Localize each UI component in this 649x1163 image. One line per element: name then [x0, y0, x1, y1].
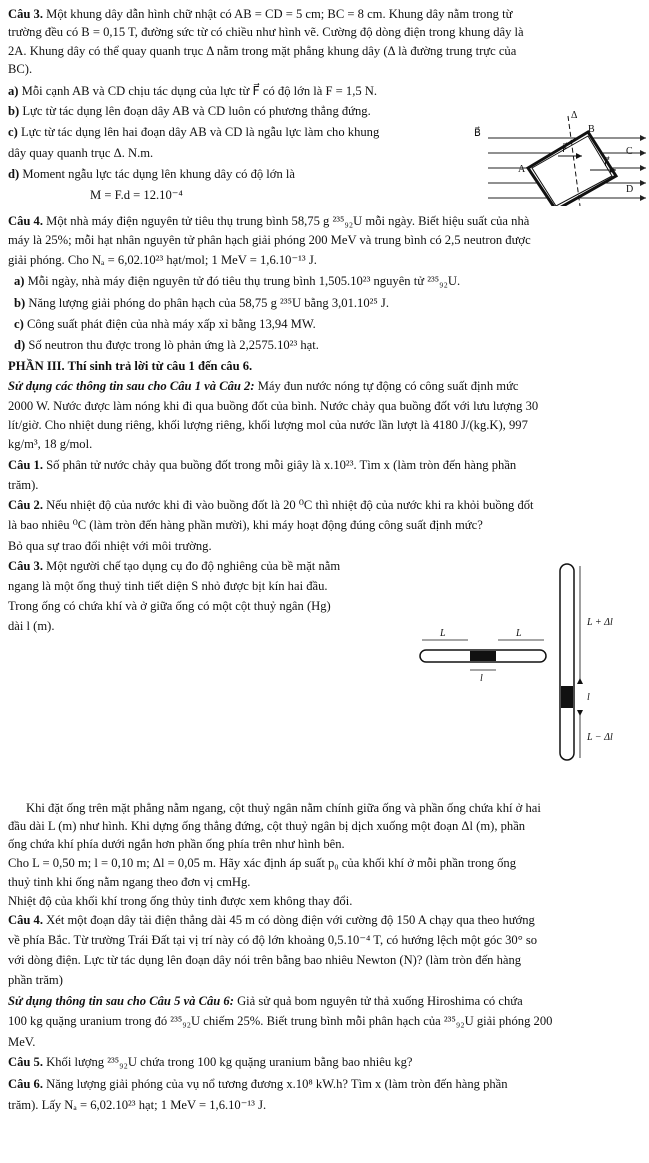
label-point-A: A [518, 164, 526, 175]
p3-q3-body-2: đầu dài L (m) như hình. Khi dựng ống thẳng đứng, cột thuỷ ngân bị dịch xuống một đoạn Δl (m), phần [8, 819, 526, 833]
p3-q3-line-3: Trong ống có chứa khí và ở giữa ống có một cột thuỷ ngân (Hg) [8, 599, 331, 613]
q4-option-b: b) Năng lượng giải phóng do phân hạch của 58,75 g ²³⁵U bằng 3,01.10²⁵ J. [14, 296, 389, 310]
p3-q3-line-4: dài l (m). [8, 619, 55, 633]
p3-intro-3: lít/giờ. Cho nhiệt dung riêng, khối lượng riêng, khối lượng mol của nước lần lượt là 4180 J/(kg.K), 997 [8, 418, 528, 432]
q3-option-c-cont: dây quay quanh trục Δ. N.m. [8, 146, 154, 160]
p3-q3-body-6: Nhiệt độ của khối khí trong ống thủy tinh được xem không thay đổi. [8, 894, 353, 908]
q4-option-d: d) Số neutron thu được trong lò phản ứng là 2,2575.10²³ hạt. [14, 338, 319, 352]
label-point-C: C [626, 146, 633, 157]
p3-q1-line-1: Câu 1. Số phân tử nước chảy qua buồng đốt trong mỗi giây là x.10²³. Tìm x (làm tròn đến hàng phần [8, 458, 517, 472]
mercury-vertical [561, 686, 573, 708]
q4-line-1: Câu 4. Một nhà máy điện nguyên tử tiêu thụ trung bình 58,75 g ²³⁵₉₂U mỗi ngày. Biết hiệu suất của nhà [8, 214, 530, 228]
vertical-tube [560, 564, 574, 760]
p3-q4-line-2: về phía Bắc. Từ trường Trái Đất tại vị trí này có độ lớn khoảng 0,5.10⁻⁴ T, có hướng lệch một góc 30° so [8, 933, 538, 947]
label-delta: Δ [571, 110, 578, 121]
label-L-minus: L − Δl [587, 732, 613, 743]
mercury-tube-figure [400, 560, 640, 770]
q4-option-a: a) Mỗi ngày, nhà máy điện nguyên tử đó tiêu thụ trung bình 1,505.10²³ nguyên tử ²³⁵₉₂U. [14, 274, 461, 288]
p3-q3-body-3: ống chứa khí phía dưới ngắn hơn phần ống phía trên như hình bên. [8, 837, 345, 851]
p3-intro-1: Sử dụng các thông tin sau cho Câu 1 và Câu 2: Máy đun nước nóng tự động có công suất định mức [8, 379, 519, 393]
p3-q3-line-2: ngang là một ống thuỷ tinh tiết diện S nhỏ được bịt kín hai đầu. [8, 579, 328, 593]
p3-intro56-2: 100 kg quặng uranium trong đó ²³⁵₉₂U chiếm 25%. Biết trung bình mỗi phân hạch của ²³⁵₉₂U giải phóng 200 [8, 1014, 553, 1028]
q3-line-1: Câu 3. Một khung dây dẫn hình chữ nhật có AB = CD = 5 cm; BC = 8 cm. Khung dây nằm trong từ [8, 7, 513, 21]
p3-q4-line-4: phần trăm) [8, 973, 63, 987]
label-l-vertical: l [587, 692, 590, 703]
label-L-plus: L + Δl [587, 617, 613, 628]
p3-intro-2: 2000 W. Nước được làm nóng khi đi qua buồng đốt của bình. Nước chảy qua buồng đốt với lưu lượng 30 [8, 399, 539, 413]
p3-q3-body-1: Khi đặt ống trên mặt phẳng nằm ngang, cột thuỷ ngân nằm chính giữa ống và phần ống chứa khí ở hai [26, 801, 541, 815]
coil-field-figure [470, 110, 648, 206]
q4-line-3: giải phóng. Cho Nₐ = 6,02.10²³ hạt/mol; 1 MeV = 1,6.10⁻¹³ J. [8, 253, 317, 267]
p3-q2-line-3: Bỏ qua sự trao đổi nhiệt với môi trường. [8, 539, 212, 553]
p3-q2-line-2: là bao nhiêu ⁰C (làm tròn đến hàng phần mười), khi máy hoạt động đúng công suất định mức? [8, 518, 483, 532]
p3-intro-4: kg/m³, 18 g/mol. [8, 437, 93, 451]
q3-line-3: 2A. Khung dây có thể quay quanh trục Δ nằm trong mặt phẳng khung dây (Δ là đường trung trực của [8, 44, 517, 58]
label-force-2: F⃗ [604, 158, 610, 169]
label-force-1: F⃗ [562, 144, 568, 155]
p3-q3-body-4: Cho L = 0,50 m; l = 0,10 m; Δl = 0,05 m. Hãy xác định áp suất p₀ của khối khí ở mỗi phần trong ống [8, 856, 517, 870]
q3-line-4: BC). [8, 62, 33, 76]
label-field-B: B⃗ [474, 128, 481, 139]
label-point-B: B [588, 124, 595, 135]
q3-option-a: a) Mỗi cạnh AB và CD chịu tác dụng của lực từ F⃗ có độ lớn là F = 1,5 N. [8, 84, 378, 98]
label-L-right: L [516, 628, 522, 639]
p3-q4-line-3: với dòng điện. Lực từ tác dụng lên đoạn dây nói trên bằng bao nhiêu Newton (N)? (làm tròn đến hàng [8, 953, 522, 967]
p3-q5: Câu 5. Khối lượng ²³⁵₉₂U chứa trong 100 kg quặng uranium bằng bao nhiêu kg? [8, 1055, 413, 1069]
p3-q6-line-2: trăm). Lấy Nₐ = 6,02.10²³ hạt; 1 MeV = 1,6.10⁻¹³ J. [8, 1098, 267, 1112]
q4-line-2: máy là 25%; mỗi hạt nhân nguyên tử phân hạch giải phóng 200 MeV và trung bình có 2,5 neutron được [8, 233, 531, 247]
q3-option-b: b) Lực từ tác dụng lên đoạn dây AB và CD luôn có phương thẳng đứng. [8, 104, 371, 118]
label-point-D: D [626, 184, 634, 195]
p3-intro56-1: Sử dụng thông tin sau cho Câu 5 và Câu 6: Giả sử quả bom nguyên tử thả xuống Hiroshima có chứa [8, 994, 523, 1008]
p3-q4-line-1: Câu 4. Xét một đoạn dây tải điện thẳng dài 45 m có dòng điện với cường độ 150 A chạy qua theo hướng [8, 913, 535, 927]
p3-q6-line-1: Câu 6. Năng lượng giải phóng của vụ nổ tương đương x.10⁸ kW.h? Tìm x (làm tròn đến hàng phần [8, 1077, 508, 1091]
q3-option-d: d) Moment ngẫu lực tác dụng lên khung dây có độ lớn là [8, 167, 295, 181]
label-L-left: L [440, 628, 446, 639]
q3-line-2: trường đều có B = 0,15 T, đường sức từ có chiều như hình vẽ. Cường độ dòng điện trong khung dây là [8, 25, 524, 39]
mercury-horizontal [470, 651, 496, 661]
p3-q3-line-1: Câu 3. Một người chế tạo dụng cụ đo độ nghiêng của bề mặt nằm [8, 559, 341, 573]
label-l-horizontal: l [480, 673, 483, 684]
q3-option-d-formula: M = F.d = 12.10⁻⁴ [90, 188, 183, 202]
p3-q1-line-2: trăm). [8, 478, 39, 492]
p3-intro56-3: MeV. [8, 1035, 36, 1049]
part3-heading: PHẦN III. Thí sinh trả lời từ câu 1 đến câu 6. [8, 359, 253, 373]
p3-q3-body-5: thuỷ tinh khi ống nằm ngang theo đơn vị cmHg. [8, 875, 251, 889]
p3-q2-line-1: Câu 2. Nếu nhiệt độ của nước khi đi vào buồng đốt là 20 ⁰C thì nhiệt độ của nước khi ra khỏi buồng đốt [8, 498, 534, 512]
q4-option-c: c) Công suất phát điện của nhà máy xấp xỉ bằng 13,94 MW. [14, 317, 316, 331]
q3-option-c: c) Lực từ tác dụng lên hai đoạn dây AB và CD là ngẫu lực làm cho khung [8, 125, 380, 139]
